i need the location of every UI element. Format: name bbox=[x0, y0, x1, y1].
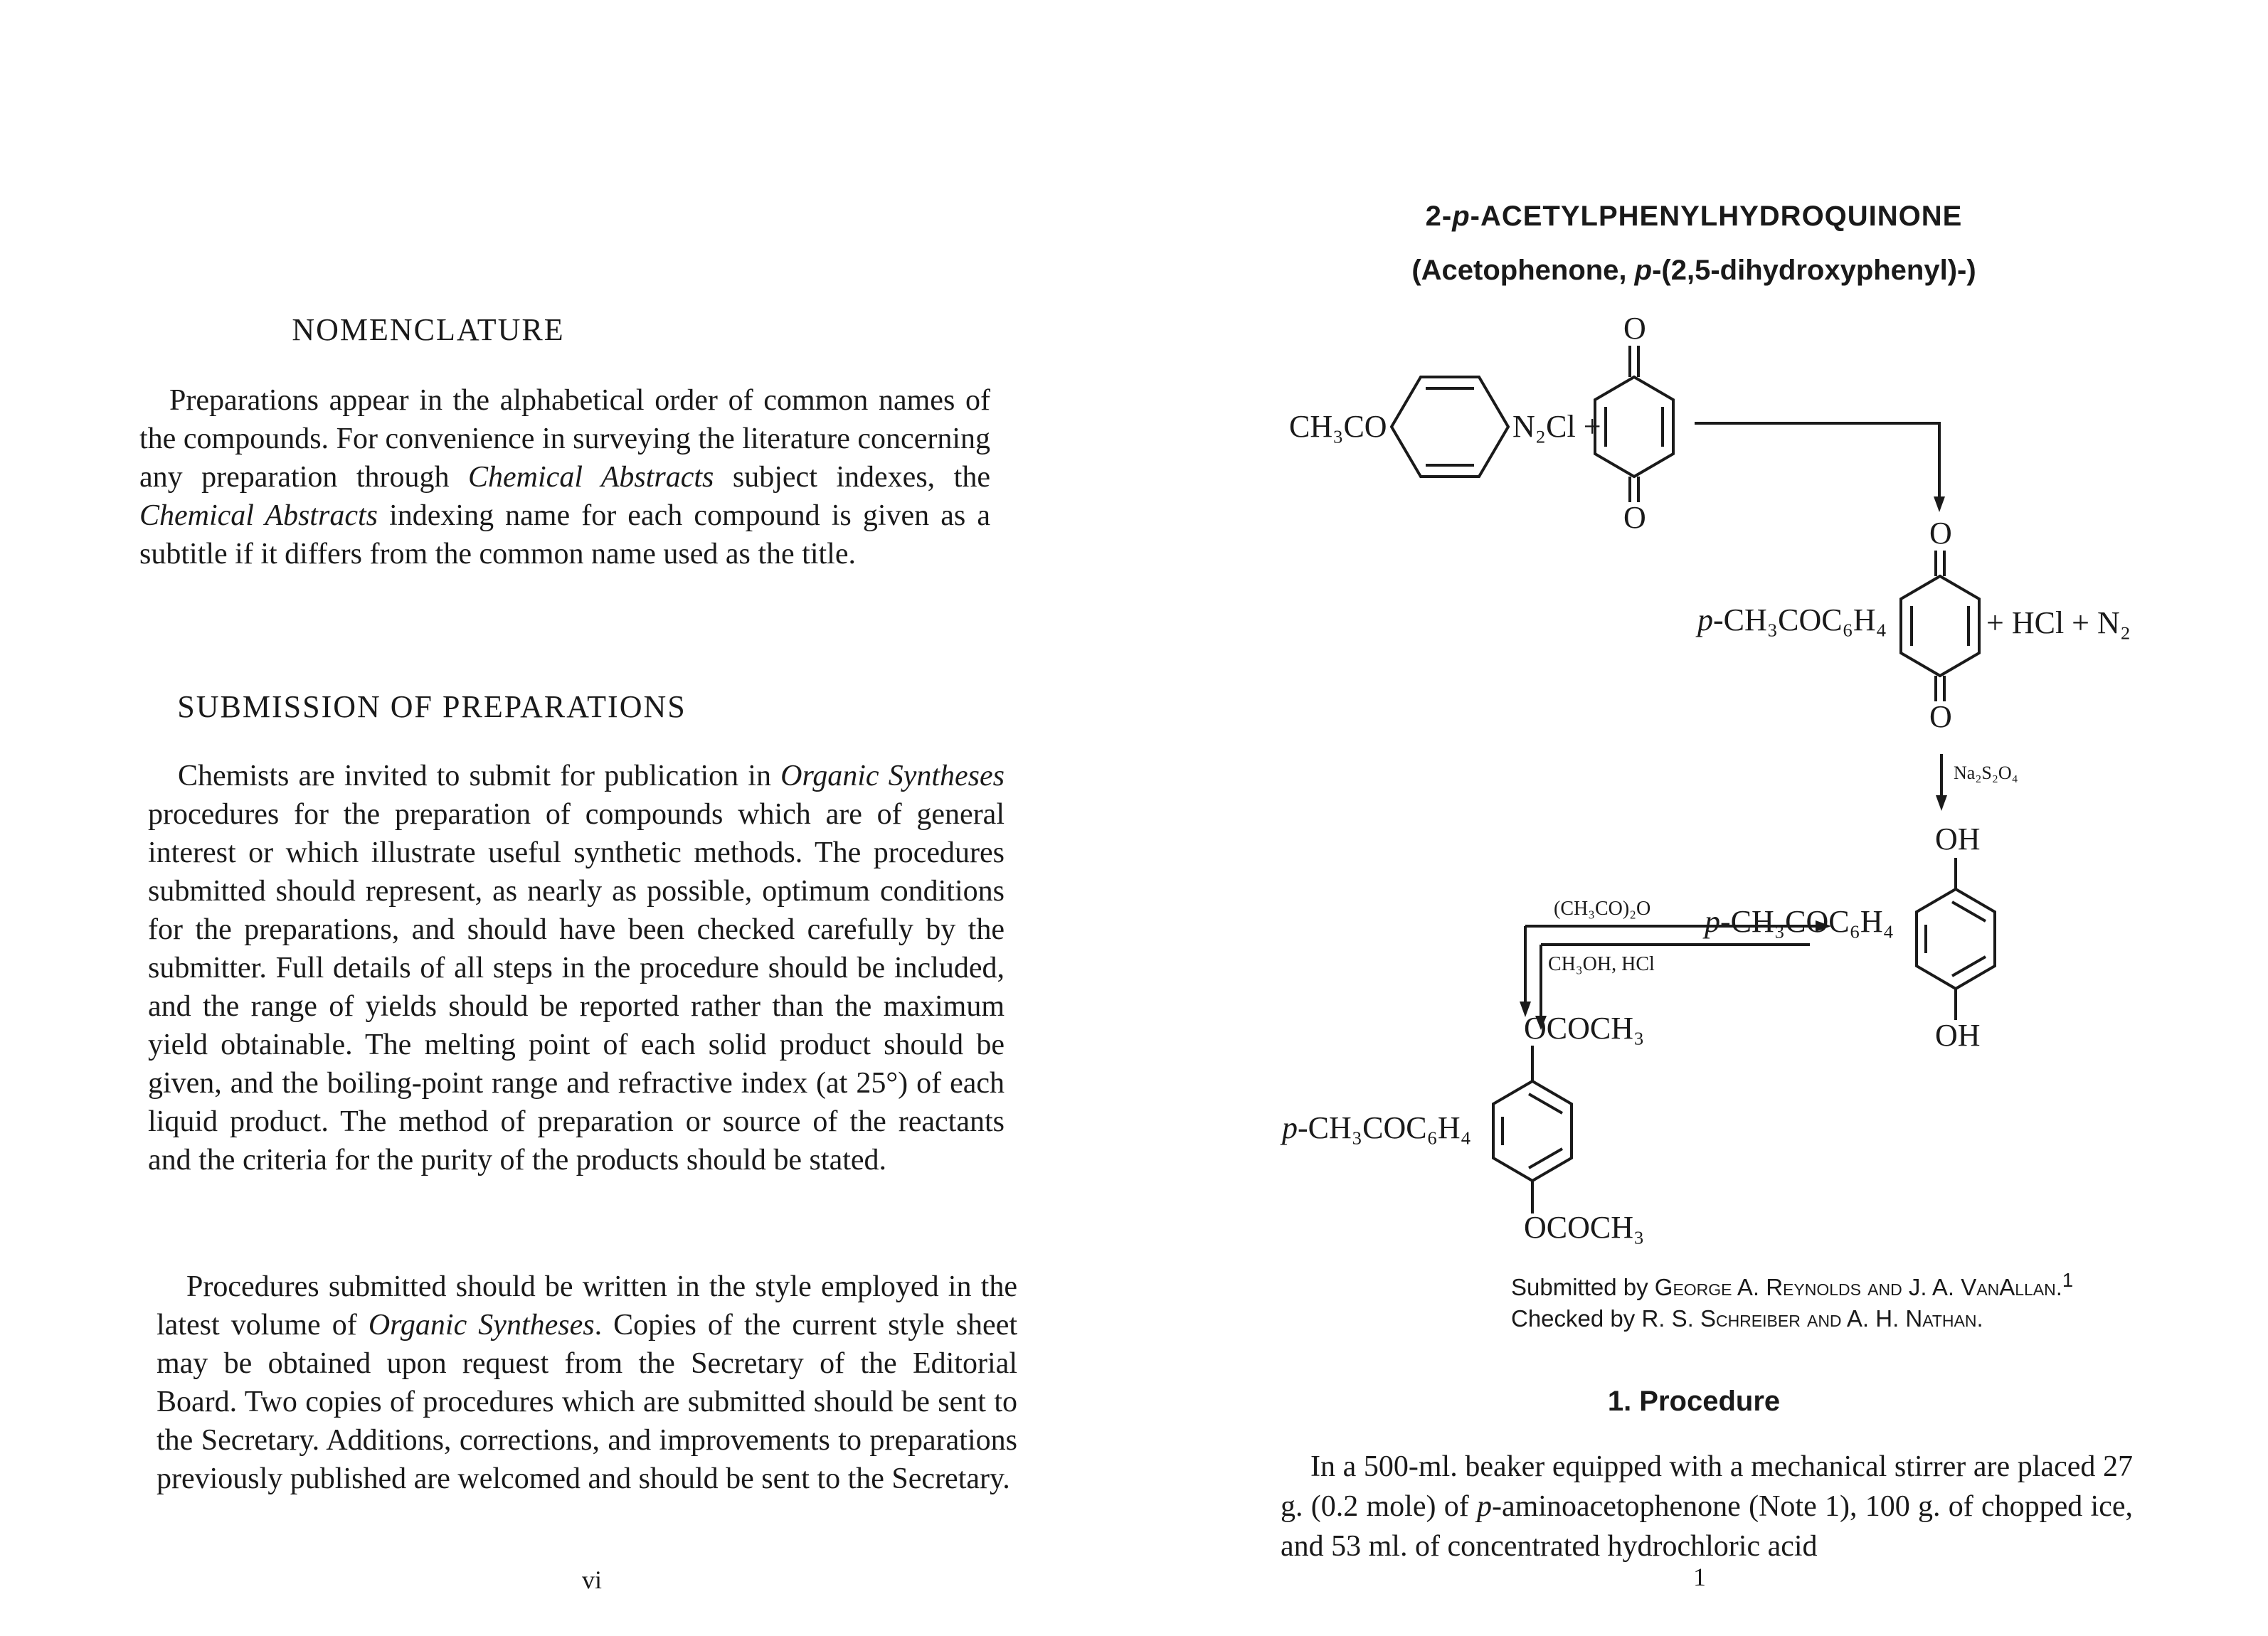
page-number-right: 1 bbox=[1693, 1563, 1706, 1591]
aryl-group-3: -CH₃COC₆H₄ bbox=[1298, 1110, 1472, 1145]
procedure-para-italic: p bbox=[1476, 1490, 1492, 1523]
acetylation-reagent: (CH₃CO)₂O bbox=[1554, 898, 1651, 920]
procedure-text-a: In a 500-ml. beaker equipped with a mechanical stirrer are placed 27 g. (0.2 mole) of bbox=[1281, 1450, 2133, 1523]
benzoquinone-ring bbox=[1595, 346, 1673, 502]
footnote-ref: 1 bbox=[2062, 1269, 2074, 1291]
submitter-names: George A. Reynolds and J. A. VanAllan. bbox=[1654, 1274, 2062, 1300]
title-para-italic: p bbox=[1452, 201, 1471, 232]
submission-text-2a: Procedures submitted should be written in the style employed in the latest volume of bbox=[157, 1270, 1017, 1342]
nomenclature-paragraph bbox=[139, 381, 990, 573]
compound-title bbox=[1120, 201, 2268, 233]
aryl-group-1: -CH₃COC₆H₄ bbox=[1713, 602, 1887, 637]
organic-syntheses-term-1: Organic Syntheses bbox=[780, 760, 1005, 792]
diacetate-aryl-label bbox=[1280, 1110, 1471, 1145]
checked-label: Checked by bbox=[1511, 1305, 1642, 1332]
right-page bbox=[1134, 0, 2268, 1636]
chemical-abstracts-term-2: Chemical Abstracts bbox=[139, 499, 378, 532]
submission-text-1b: procedures for the preparation of compounds which are of general interest or which illustrate useful synthetic methods. The procedures submitted should represent, as nearly as possible, optimum conditions for the preparations, and should have been checked carefully by the submitter. Full details of all steps in the procedure should be included, and the range of yields should be reported rather than the maximum yield obtainable. The melting point of each solid product should be given, and the boiling-point range and refractive index (at 25°) of each liquid product. The method of preparation or source of the reactants and the criteria for the purity of the products should be stated. bbox=[148, 798, 1005, 1176]
reaction-scheme bbox=[1134, 306, 2268, 1245]
acetoxy-top: OCOCH₃ bbox=[1524, 1011, 1645, 1046]
nomenclature-text-1: Preparations appear in the alphabetical order of common names of the compounds. For convenience in surveying the literature concerning any preparation through bbox=[139, 384, 990, 494]
title-prefix: 2- bbox=[1425, 201, 1453, 232]
hydroquinone-ring bbox=[1917, 858, 1995, 1020]
acetoxy-bottom: OCOCH₃ bbox=[1524, 1210, 1645, 1245]
procedure-paragraph bbox=[1281, 1447, 2133, 1566]
subtitle-para-italic: p bbox=[1634, 255, 1653, 286]
submission-paragraph-2 bbox=[157, 1268, 1017, 1498]
submitted-label: Submitted by bbox=[1511, 1274, 1655, 1300]
diacetate-ring bbox=[1493, 1046, 1572, 1213]
subtitle-suffix: -(2,5-dihydroxyphenyl)-) bbox=[1652, 255, 1976, 286]
compound-subtitle bbox=[1120, 255, 2268, 287]
arrowhead-step-1 bbox=[1934, 496, 1945, 512]
submission-paragraph-1 bbox=[148, 757, 1005, 1179]
aryl-para-prefix-1: p bbox=[1697, 602, 1713, 637]
organic-syntheses-term-2: Organic Syntheses bbox=[368, 1309, 595, 1342]
reducing-agent-label: Na₂S₂O₄ bbox=[1954, 763, 2018, 783]
hydroquinone-aryl-label bbox=[1702, 904, 1894, 939]
hydroxyl-bottom: OH bbox=[1935, 1018, 1981, 1053]
submission-text-1a: Chemists are invited to submit for publication in bbox=[178, 760, 781, 792]
nomenclature-text-2: subject indexes, the bbox=[714, 461, 990, 494]
credits bbox=[1511, 1265, 2073, 1334]
product-oxygen-top: O bbox=[1929, 516, 1952, 551]
reactant-acetyl-label: CH₃CO bbox=[1289, 409, 1387, 444]
byproducts-label: + HCl + N₂ bbox=[1986, 605, 2131, 640]
aryl-para-prefix-3: p bbox=[1282, 1110, 1298, 1145]
nomenclature-heading: NOMENCLATURE bbox=[292, 312, 565, 347]
arrow-step-1 bbox=[1695, 423, 1939, 498]
aryl-para-prefix-2: p bbox=[1705, 904, 1720, 939]
nomenclature-text-3: indexing name for each compound is given as a subtitle if it differs from the common name used as the title. bbox=[139, 499, 990, 570]
product-oxygen-bottom: O bbox=[1929, 699, 1952, 734]
chemical-abstracts-term-1: Chemical Abstracts bbox=[468, 461, 714, 494]
quinone-oxygen-top: O bbox=[1623, 311, 1646, 346]
aryl-benzoquinone-ring bbox=[1901, 551, 1979, 701]
checker-names: R. S. Schreiber and A. H. Nathan. bbox=[1641, 1305, 1983, 1332]
procedure-text-b: -aminoacetophenone (Note 1), 100 g. of chopped ice, and 53 ml. of concentrated hydrochloric acid bbox=[1281, 1490, 2133, 1563]
title-suffix: -ACETYLPHENYLHYDROQUINONE bbox=[1470, 201, 1963, 232]
quinone-oxygen-bottom: O bbox=[1623, 500, 1646, 535]
submission-heading: SUBMISSION OF PREPARATIONS bbox=[177, 689, 687, 724]
product-aryl-label bbox=[1695, 602, 1887, 637]
arrowhead-step-2 bbox=[1936, 795, 1947, 811]
subtitle-prefix: (Acetophenone, bbox=[1411, 255, 1635, 286]
hydroxyl-top: OH bbox=[1935, 822, 1981, 856]
aryl-group-2: -CH₃COC₆H₄ bbox=[1720, 904, 1895, 939]
procedure-heading: 1. Procedure bbox=[1607, 1386, 1781, 1417]
deacetylation-reagent: CH₃OH, HCl bbox=[1548, 953, 1655, 975]
benzene-ring-reactant bbox=[1392, 377, 1508, 477]
submission-text-2b: . Copies of the current style sheet may be obtained upon request from the Secretary of the Editorial Board. Two copies of procedures which are submitted should be sent to the Secretary. Additions, corrections, and improvements to preparations previously published are welcomed and should be sent to the Secretary. bbox=[157, 1309, 1017, 1495]
diazonium-label: N₂Cl + bbox=[1512, 409, 1601, 444]
page-number-left: vi bbox=[582, 1566, 603, 1594]
